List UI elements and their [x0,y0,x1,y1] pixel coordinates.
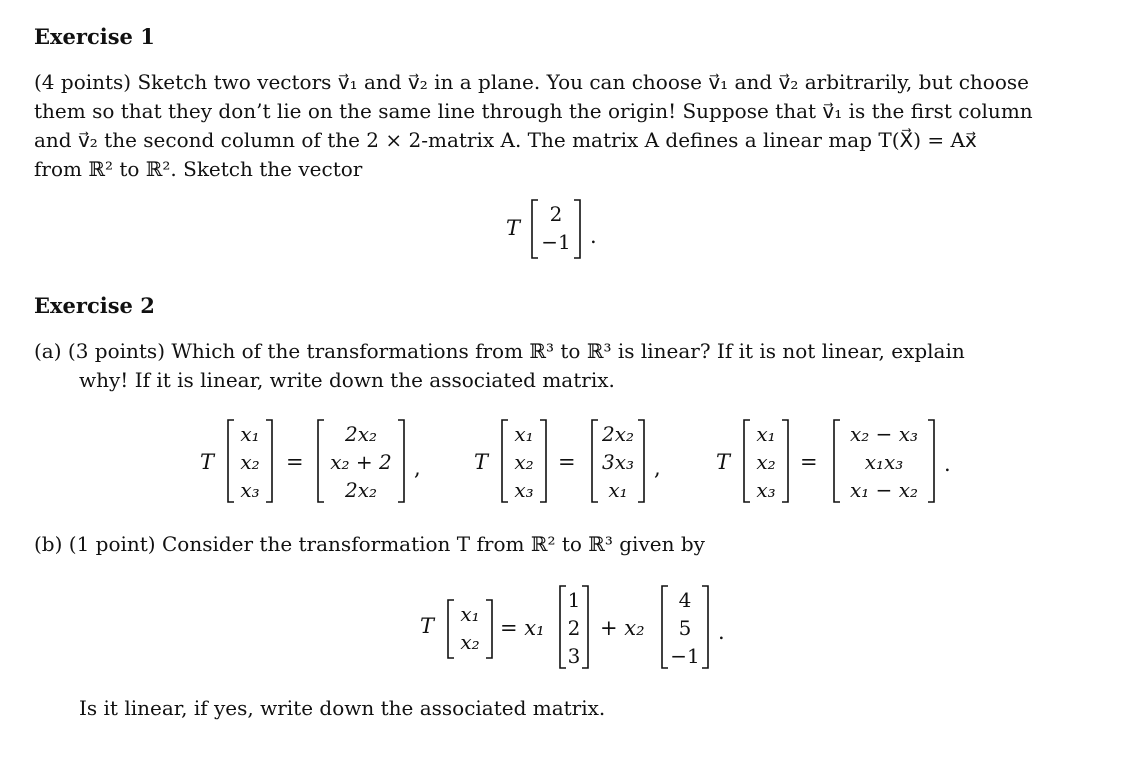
exercise-2-heading: Exercise 2 [34,293,155,318]
transform-2-output-2: 3x₃ [601,450,635,474]
transform-2-output-1: 2x₂ [601,422,635,446]
exercise-1-heading: Exercise 1 [34,24,155,49]
transform-3-input-2: x₂ [756,450,776,474]
part-a-line-1: (a) (3 points) Which of the transformations from ℝ³ to ℝ³ is linear? If it is not linear, explain [34,339,965,363]
part-b-input-1: x₁ [460,602,480,626]
part-b-line: (b) (1 point) Consider the transformation T from ℝ² to ℝ³ given by [34,532,705,556]
display-operator: T [506,216,521,240]
transform-2-input-3: x₃ [514,478,534,502]
part-b-column-2-entry-2: 5 [678,616,692,640]
part-b-input [446,598,494,660]
transform-1-output [316,418,406,504]
exercise-1-line-2: them so that they don’t lie on the same line through the origin! Suppose that v⃗₁ is the first column [34,99,1033,123]
transform-3-output-2: x₁x₃ [864,450,904,474]
transform-1-operator: T [200,450,215,474]
transform-1-input-3: x₃ [240,478,260,502]
transform-2-input-2: x₂ [514,450,534,474]
transform-2-equals: = [558,450,576,474]
transform-2-separator: , [654,456,661,480]
exercise-1-line-1: (4 points) Sketch two vectors v⃗₁ and v⃗₂ in a plane. You can choose v⃗₁ and v⃗₂ arbitrarily, but choose [34,70,1029,94]
transform-3-period: . [944,452,951,476]
part-a-line-2: why! If it is linear, write down the associated matrix. [79,368,615,392]
display-vector-entry-2: −1 [541,230,571,254]
exercise-1-line-4: from ℝ² to ℝ². Sketch the vector [34,157,363,181]
transform-3-operator: T [716,450,731,474]
part-b-plus-x2: + x₂ [600,616,645,640]
transform-2-operator: T [474,450,489,474]
transform-2-input [500,418,548,504]
transform-1-input-2: x₂ [240,450,260,474]
transform-3-input [742,418,790,504]
part-b-column-2-entry-1: 4 [678,588,692,612]
part-b-column-1-entry-2: 2 [567,616,581,640]
transform-1-output-1: 2x₂ [344,422,378,446]
transform-3-input-3: x₃ [756,478,776,502]
transform-1-separator: , [414,456,421,480]
transform-2-output [590,418,646,504]
part-b-column-1 [558,584,590,670]
transform-3-equals: = [800,450,818,474]
transform-1-input-1: x₁ [240,422,260,446]
transform-1-input [226,418,274,504]
transform-3-input-1: x₁ [756,422,776,446]
part-b-equals-x1: = x₁ [500,616,545,640]
part-b-operator: T [420,614,435,638]
part-b-column-1-entry-1: 1 [567,588,581,612]
part-b-period: . [718,620,725,644]
transform-1-equals: = [286,450,304,474]
transform-3-output [832,418,936,504]
transform-3-output-1: x₂ − x₃ [849,422,919,446]
display-vector-entry-1: 2 [549,202,563,226]
transform-2-output-3: x₁ [608,478,628,502]
part-b-column-2 [660,584,710,670]
part-b-column-2-entry-3: −1 [670,644,700,668]
display-period: . [590,224,597,248]
transform-1-output-2: x₂ + 2 [330,450,392,474]
transform-3-output-3: x₁ − x₂ [849,478,919,502]
part-b-question: Is it linear, if yes, write down the associated matrix. [79,696,606,720]
exercise-1-line-3: and v⃗₂ the second column of the 2 × 2-matrix A. The matrix A defines a linear map T(X⃗) = Ax⃗ [34,128,977,152]
part-b-column-1-entry-3: 3 [567,644,581,668]
transform-2-input-1: x₁ [514,422,534,446]
display-vector [530,198,582,260]
part-b-input-2: x₂ [460,630,480,654]
transform-1-output-3: 2x₂ [344,478,378,502]
